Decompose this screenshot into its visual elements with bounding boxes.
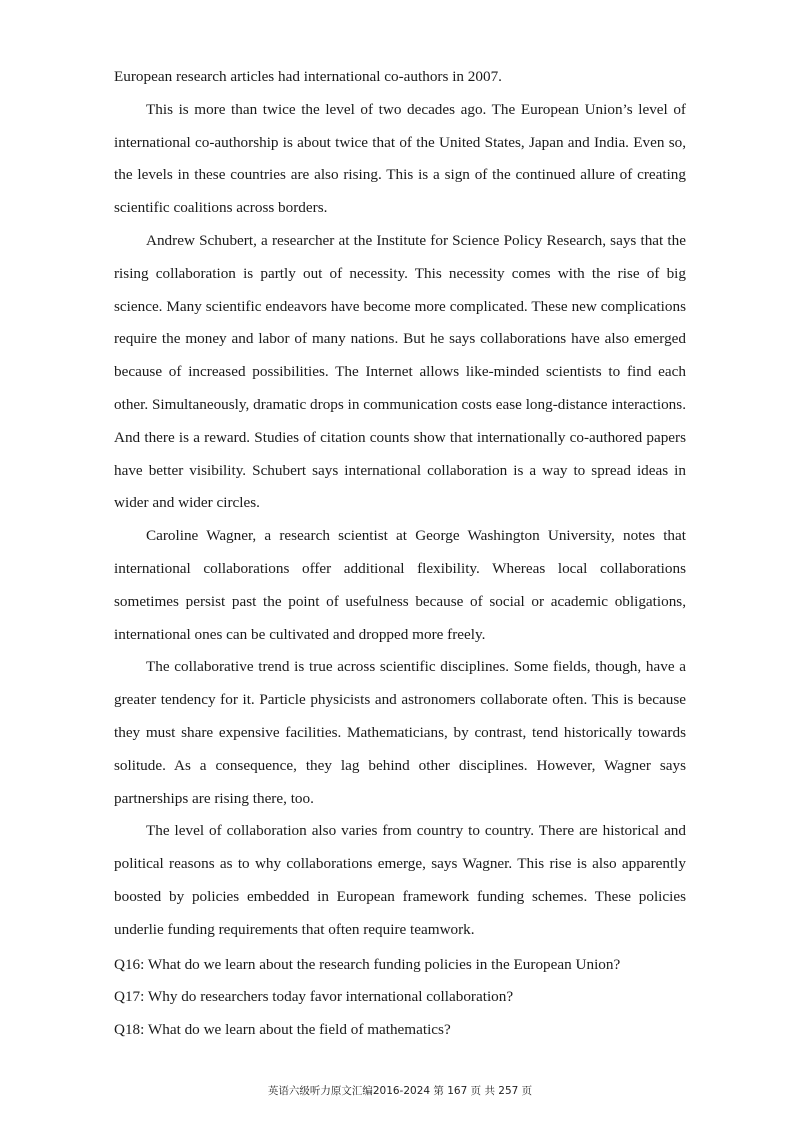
question-item: Q16: What do we learn about the research funding policies in the European Union?: [114, 955, 621, 973]
paragraph: This is more than twice the level of two decades ago. The European Union’s level of international co-authorship is about twice that of the United States, Japan and India. Even so, the levels in these countries are also rising. This is a sign of the continued allure of creating scientific coalitions across borders.: [114, 100, 686, 217]
paragraph: The level of collaboration also varies from country to country. There are historical and political reasons as to why collaborations emerge, says Wagner. This rise is also apparently boosted by policies embedded in European framework funding schemes. These policies underlie funding requirements that often require teamwork.: [114, 822, 686, 938]
question-item: Q17: Why do researchers today favor international collaboration?: [114, 988, 514, 1006]
document-body: [114, 61, 686, 1047]
question-item: Q18: What do we learn about the field of mathematics?: [114, 1021, 451, 1039]
paragraph: The collaborative trend is true across scientific disciplines. Some fields, though, have a greater tendency for it. Particle physicists and astronomers collaborate often. This is because they must share expensive facilities. Mathematicians, by contrast, tend historically towards solitude. As a consequence, they lag behind other disciplines. However, Wagner says partnerships are rising there, too.: [114, 658, 686, 807]
paragraph: Caroline Wagner, a research scientist at George Washington University, notes that international collaborations offer additional flexibility. Whereas local collaborations sometimes persist past the point of usefulness because of social or academic obligations, international ones can be cultivated and dropped more freely.: [114, 527, 686, 643]
paragraph-continuation: European research articles had international co-authors in 2007.: [114, 68, 502, 85]
page-footer: 英语六级听力原文汇编2016-2024 第 167 页 共 257 页: [267, 1085, 533, 1097]
paragraph: Andrew Schubert, a researcher at the Institute for Science Policy Research, says that the rising collaboration is partly out of necessity. This necessity comes with the rise of big science. Many scientific endeavors have become more complicated. These new complications require the money and labor of many nations. But he says collaborations have also emerged because of increased possibilities. The Internet allows like-minded scientists to find each other. Simultaneously, dramatic drops in communication costs ease long-distance interactions. And there is a reward. Studies of citation counts show that internationally co-authored papers have better visibility. Schubert says international collaboration is a way to spread ideas in wider and wider circles.: [114, 231, 686, 512]
question-list: [114, 949, 686, 1047]
